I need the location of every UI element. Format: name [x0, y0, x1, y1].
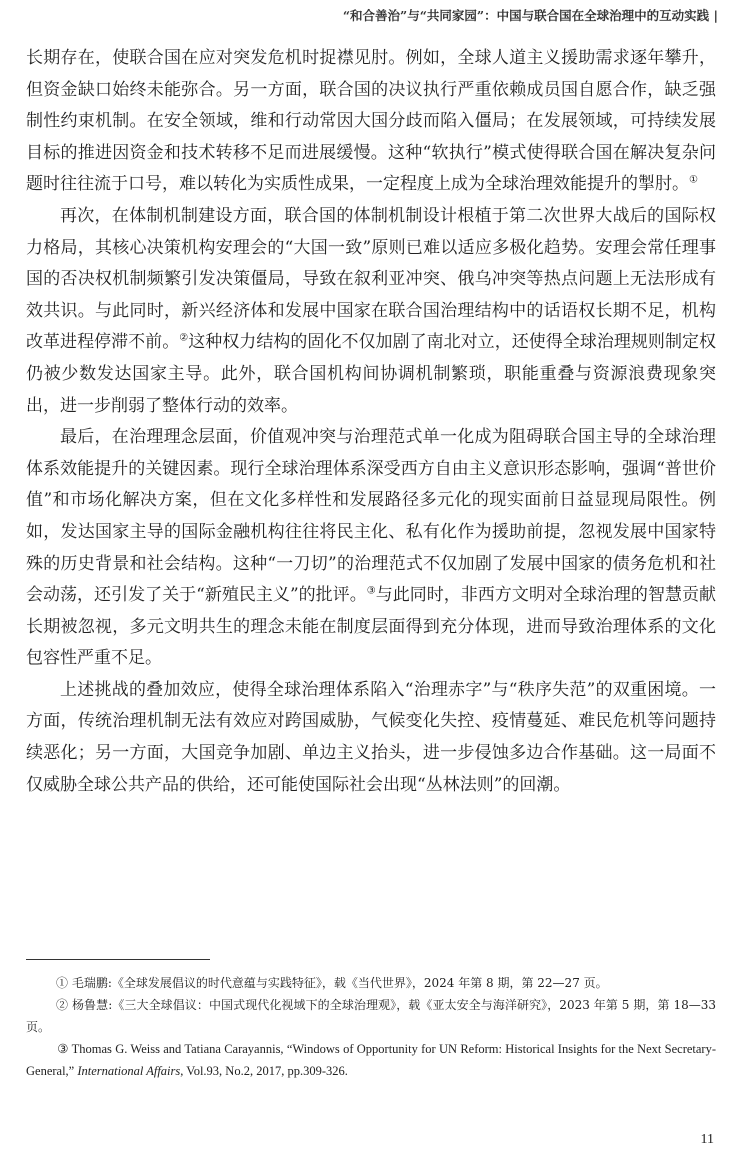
footnotes — [26, 972, 716, 1082]
footnote-3 — [26, 1038, 716, 1082]
footnote-3-text-a: ③ Thomas G. Weiss and Tatiana Carayannis, “Windows of Opportunity for UN Reform: Historical Insights for the Next Secretary-General,” — [26, 1042, 716, 1078]
running-header: “和合善治”与“共同家园”：中国与联合国在全球治理中的互动实践 | — [342, 8, 718, 23]
paragraph-3-text-b: 与此同时，非西方文明对全球治理的智慧贡献长期被忽视，多元文明共生的理念未能在制度层面得到充分体现，进而导致治理体系的文化包容性严重不足。 — [26, 585, 716, 669]
footnote-3-text-b: , Vol.93, No.2, 2017, pp.309-326. — [180, 1064, 348, 1078]
footnote-3-journal: International Affairs — [77, 1064, 181, 1078]
footnote-divider — [26, 959, 210, 960]
paragraph-1-text: 长期存在，使联合国在应对突发危机时捉襟见肘。例如，全球人道主义援助需求逐年攀升，但资金缺口始终未能弥合。另一方面，联合国的决议执行严重依赖成员国自愿合作，缺乏强制性约束机制。在安全领域，维和行动常因大国分歧而陷入僵局；在发展领域，可持续发展目标的推进因资金和技术转移不足而进展缓慢。这种“软执行”模式使得联合国在解决复杂问题时往往流于口号，难以转化为实质性成果，一定程度上成为全球治理效能提升的掣肘。 — [26, 48, 716, 195]
paragraph-3 — [26, 422, 716, 675]
footnote-ref-3[interactable]: ③ — [366, 585, 376, 597]
footnote-1: ① 毛瑞鹏:《全球发展倡议的时代意蕴与实践特征》，载《当代世界》，2024 年第 8 期，第 22—27 页。 — [56, 976, 608, 990]
paragraph-1 — [26, 43, 716, 201]
body-text — [26, 43, 716, 801]
page-number: 11 — [700, 1132, 714, 1147]
paragraph-4-text: 上述挑战的叠加效应，使得全球治理体系陷入“治理赤字”与“秩序失范”的双重困境。一方面，传统治理机制无法有效应对跨国威胁，气候变化失控、疫情蔓延、难民危机等问题持续恶化；另一方面，大国竞争加剧、单边主义抬头，进一步侵蚀多边合作基础。这一局面不仅威胁全球公共产品的供给，还可能使国际社会出现“丛林法则”的回潮。 — [26, 679, 716, 795]
paragraph-2-text-b: 这种权力结构的固化不仅加剧了南北对立，还使得全球治理规则制定权仍被少数发达国家主导。此外，联合国机构间协调机制繁琐，职能重叠与资源浪费现象突出，进一步削弱了整体行动的效率。 — [26, 332, 717, 416]
paragraph-2 — [26, 201, 716, 422]
footnote-2: ② 杨鲁慧:《三大全球倡议：中国式现代化视域下的全球治理观》，载《亚太安全与海洋研究》，2023 年第 5 期，第 18—33 页。 — [26, 998, 716, 1034]
paragraph-2-text-a: 再次，在体制机制建设方面，联合国的体制机制设计根植于第二次世界大战后的国际权力格局，其核心决策机构安理会的“大国一致”原则已难以适应多极化趋势。安理会常任理事国的否决权机制频繁引发决策僵局，导致在叙利亚冲突、俄乌冲突等热点问题上无法形成有效共识。与此同时，新兴经济体和发展中国家在联合国治理结构中的话语权长期不足，机构改革进程停滞不前。 — [26, 205, 716, 353]
paragraph-4 — [26, 675, 716, 801]
paragraph-3-text-a: 最后，在治理理念层面，价值观冲突与治理范式单一化成为阻碍联合国主导的全球治理体系效能提升的关键因素。现行全球治理体系深受西方自由主义意识形态影响，强调“普世价值”和市场化解决方案，但在文化多样性和发展路径多元化的现实面前日益显现局限性。例如，发达国家主导的国际金融机构往往将民主化、私有化作为援助前提，忽视发展中国家特殊的历史背景和社会结构。这种“一刀切”的治理范式不仅加剧了发展中国家的债务危机和社会动荡，还引发了关于“新殖民主义”的批评。 — [26, 427, 716, 606]
footnote-ref-1[interactable]: ① — [689, 174, 698, 186]
footnote-ref-2[interactable]: ② — [179, 332, 189, 344]
